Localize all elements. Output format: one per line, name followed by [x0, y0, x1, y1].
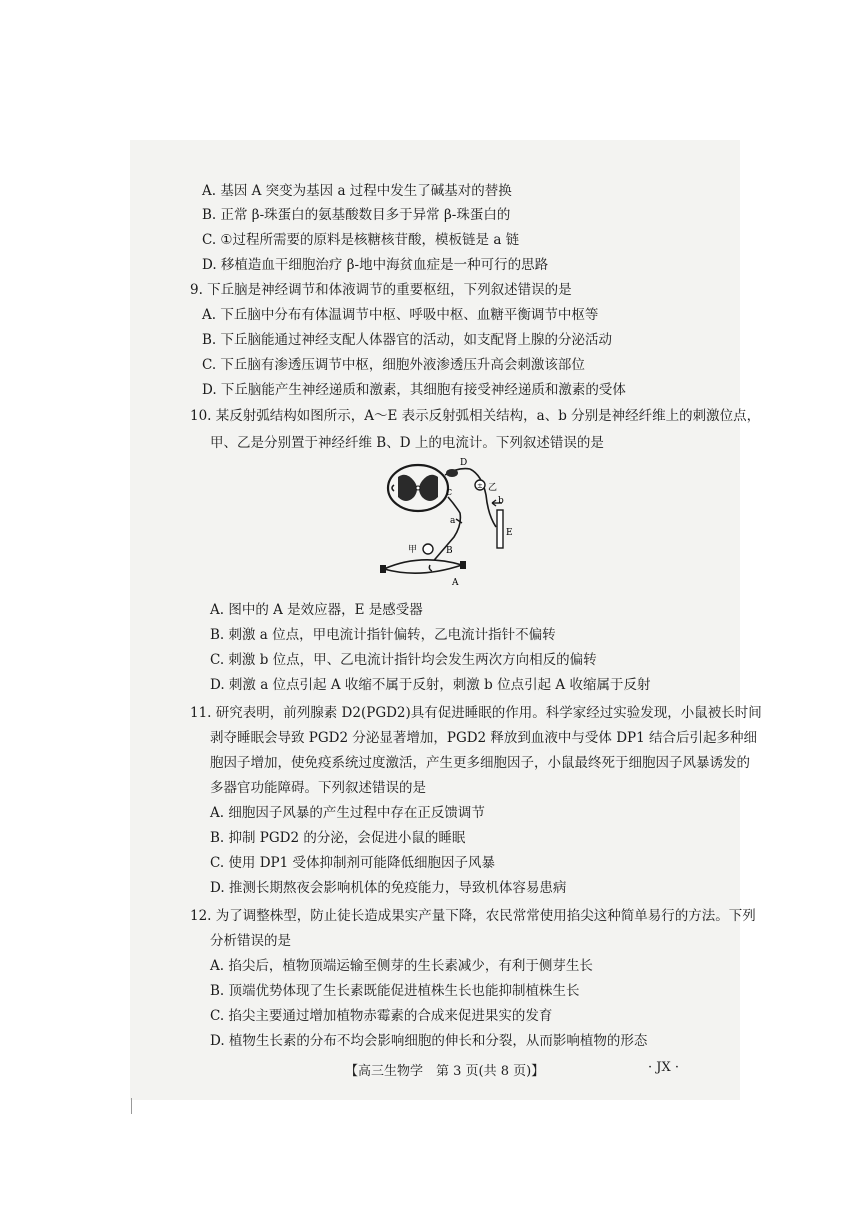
q11-stem-line1: 11. 研究表明，前列腺素 D2(PGD2)具有促进睡眠的作用。科学家经过实验发现，小鼠被长时间: [190, 705, 762, 721]
label-jia: 甲: [408, 545, 418, 555]
q8-option-a: A. 基因 A 突变为基因 a 过程中发生了碱基对的替换: [202, 183, 512, 199]
q9-option-d: D. 下丘脑能产生神经递质和激素，其细胞有接受神经递质和激素的受体: [202, 382, 626, 398]
q9-stem: 9. 下丘脑是神经调节和体液调节的重要枢纽，下列叙述错误的是: [190, 282, 572, 298]
label-a-upper: A: [452, 578, 459, 588]
q12-option-b: B. 顶端优势体现了生长素既能促进植株生长也能抑制植株生长: [210, 983, 580, 999]
q10-stem-line2: 甲、乙是分别置于神经纤维 B、D 上的电流计。下列叙述错误的是: [210, 435, 604, 451]
q10-option-d: D. 刺激 a 位点引起 A 收缩不属于反射，刺激 b 位点引起 A 收缩属于反射: [210, 677, 651, 693]
label-d: D: [460, 458, 468, 468]
q10-option-a: A. 图中的 A 是效应器，E 是感受器: [210, 602, 423, 618]
ganglion: [446, 469, 458, 477]
q11-stem-line3: 胞因子增加，使免疫系统过度激活，产生更多细胞因子，小鼠最终死于细胞因子风暴诱发的: [210, 755, 750, 771]
reflex-arc-diagram: [370, 455, 540, 590]
svg-text:±: ±: [477, 482, 483, 490]
q8-option-b: B. 正常 β-珠蛋白的氨基酸数目多于异常 β-珠蛋白的: [202, 207, 511, 223]
q10-option-b: B. 刺激 a 位点，甲电流计指针偏转，乙电流计指针不偏转: [210, 627, 556, 643]
q11-option-a: A. 细胞因子风暴的产生过程中存在正反馈调节: [210, 805, 485, 821]
q12-option-d: D. 植物生长素的分布不均会影响细胞的伸长和分裂，从而影响植物的形态: [210, 1033, 648, 1049]
spinal-cord: [388, 465, 448, 511]
q8-option-c: C. ①过程所需要的原料是核糖核苷酸，模板链是 a 链: [202, 232, 520, 248]
q11-option-d: D. 推测长期熬夜会影响机体的免疫能力，导致机体容易患病: [210, 880, 567, 896]
label-e: E: [506, 528, 513, 538]
margin-mark: [131, 1098, 132, 1114]
q9-option-b: B. 下丘脑能通过神经支配人体器官的活动，如支配肾上腺的分泌活动: [202, 332, 613, 348]
label-b: b: [498, 496, 504, 506]
afferent-nerve: [470, 469, 496, 527]
q12-option-c: C. 掐尖主要通过增加植物赤霉素的合成来促进果实的发育: [210, 1008, 553, 1024]
label-c: C: [446, 488, 453, 497]
galvanometer-jia: [423, 544, 433, 554]
footer-code: · JX ·: [648, 1060, 679, 1075]
receptor-e: [497, 510, 503, 548]
page-footer: 【高三生物学 第 3 页(共 8 页)】: [345, 1064, 545, 1079]
q11-option-b: B. 抑制 PGD2 的分泌，会促进小鼠的睡眠: [210, 830, 466, 846]
q8-option-d: D. 移植造血干细胞治疗 β-地中海贫血症是一种可行的思路: [202, 257, 549, 273]
q12-option-a: A. 掐尖后，植物顶端运输至侧芽的生长素减少，有利于侧芽生长: [210, 958, 593, 974]
q11-stem-line2: 剥夺睡眠会导致 PGD2 分泌显著增加，PGD2 释放到血液中与受体 DP1 结合后引起多种细: [210, 730, 758, 746]
q10-stem-line1: 10. 某反射弧结构如图所示，A～E 表示反射弧相关结构，a、b 分别是神经纤维上的刺激位点，: [190, 408, 761, 424]
effector-muscle: [384, 560, 462, 573]
label-a: a: [450, 516, 456, 526]
q12-stem-line2: 分析错误的是: [210, 933, 291, 949]
q9-option-c: C. 下丘脑有渗透压调节中枢，细胞外液渗透压升高会刺激该部位: [202, 357, 585, 373]
q11-option-c: C. 使用 DP1 受体抑制剂可能降低细胞因子风暴: [210, 855, 496, 871]
q11-stem-line4: 多器官功能障碍。下列叙述错误的是: [210, 780, 426, 796]
q12-stem-line1: 12. 为了调整株型，防止徒长造成果实产量下降，农民常常使用掐尖这种简单易行的方法。下列: [190, 908, 756, 924]
q9-option-a: A. 下丘脑中分布有体温调节中枢、呼吸中枢、血糖平衡调节中枢等: [202, 307, 599, 323]
label-b-upper: B: [446, 546, 453, 556]
label-yi: 乙: [488, 483, 498, 493]
q10-option-c: C. 刺激 b 位点，甲、乙电流计指针均会发生两次方向相反的偏转: [210, 652, 597, 668]
